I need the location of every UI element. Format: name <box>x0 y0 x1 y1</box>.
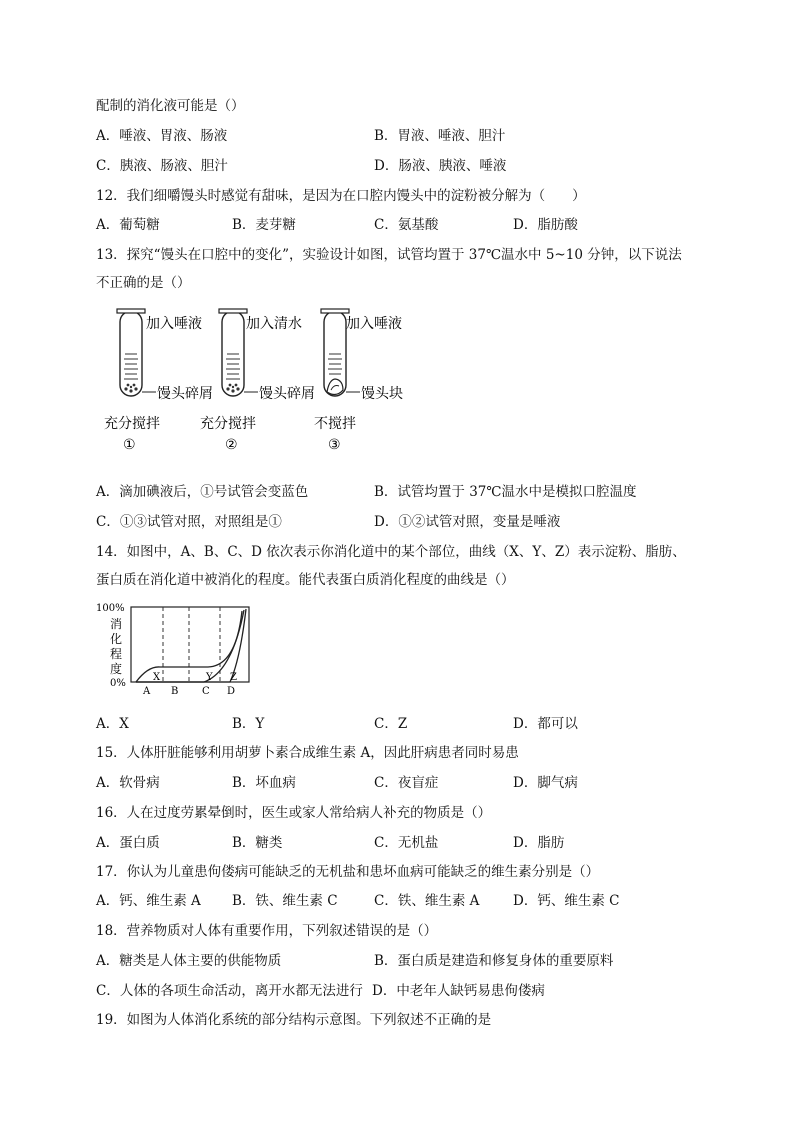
section-label-a: A <box>143 686 151 697</box>
q14-stem-line2: 蛋白质在消化道中被消化的程度。能代表蛋白质消化程度的曲线是（） <box>96 572 515 588</box>
tube-2-number: ② <box>225 437 238 453</box>
q12-option-d: D．脂肪酸 <box>513 217 578 233</box>
section-label-b: B <box>171 686 179 697</box>
q18-option-b: B．蛋白质是建造和修复身体的重要原料 <box>374 953 614 969</box>
q13-option-b: B．试管均置于 37℃温水中是模拟口腔温度 <box>374 484 637 500</box>
q17-option-c: C．铁、维生素 A <box>374 893 480 909</box>
q14-option-a: A．X <box>96 716 129 732</box>
q18-option-a: A．糖类是人体主要的供能物质 <box>96 953 282 969</box>
q18-option-d: D．中老年人缺钙易患佝偻病 <box>372 983 545 999</box>
section-label-d: D <box>227 686 236 697</box>
q13-stem-line1: 13．探究“馒头在口腔中的变化”，实验设计如图，试管均置于 37℃温水中 5~10 分钟，以下说法 <box>96 247 682 263</box>
q16-option-d: D．脂肪 <box>513 835 565 851</box>
q17-option-b: B．铁、维生素 C <box>232 893 338 909</box>
q13-option-d: D．①②试管对照，变量是唾液 <box>374 514 561 530</box>
tube-3-number: ③ <box>328 437 341 453</box>
digestion-curve-figure <box>96 600 256 698</box>
tube-3-stir-label: 不搅拌 <box>314 416 356 432</box>
q14-option-b: B．Y <box>232 716 265 732</box>
q16-option-c: C．无机盐 <box>374 835 439 851</box>
q12-option-a: A．葡萄糖 <box>96 217 160 233</box>
tube-1-top-label: 加入唾液 <box>146 316 202 332</box>
tube-3-top-label: 加入唾液 <box>346 316 402 332</box>
q18-option-c: C．人体的各项生命活动，离开水都无法进行 <box>96 983 363 999</box>
q15-option-a: A．软骨病 <box>96 775 160 791</box>
tube-1-stir-label: 充分搅拌 <box>104 416 160 432</box>
q17-option-d: D．钙、维生素 C <box>513 893 620 909</box>
q12-option-b: B．麦芽糖 <box>232 217 296 233</box>
y-axis-char-4: 度 <box>110 662 123 676</box>
tube-2-side-label: 馒头碎屑 <box>259 386 315 402</box>
tube-2-top-label: 加入清水 <box>246 316 302 332</box>
q14-stem-line1: 14．如图中，A、B、C、D 依次表示你消化道中的某个部位，曲线（X、Y、Z）表示淀粉、脂肪、 <box>96 544 686 560</box>
q12-stem: 12．我们细嚼馒头时感觉有甜味，是因为在口腔内馒头中的淀粉被分解为（ ） <box>96 188 586 204</box>
plot-frame <box>131 607 249 682</box>
y-axis-bottom-label: 0% <box>110 678 126 689</box>
q11-option-c: C．胰液、肠液、胆汁 <box>96 158 228 174</box>
section-label-c: C <box>202 686 210 697</box>
q15-option-d: D．脚气病 <box>513 775 578 791</box>
q12-option-c: C．氨基酸 <box>374 217 439 233</box>
q16-option-b: B．糖类 <box>232 835 283 851</box>
tube-3-side-label: 馒头块 <box>361 386 403 402</box>
q15-stem: 15．人体肝脏能够利用胡萝卜素合成维生素 A，因此肝病患者同时易患 <box>96 745 519 761</box>
tube-2-stir-label: 充分搅拌 <box>200 416 256 432</box>
curve-label-y: Y <box>206 672 213 683</box>
q17-stem: 17．你认为儿童患佝偻病可能缺乏的无机盐和患坏血病可能缺乏的维生素分别是（） <box>96 864 600 880</box>
q11-option-a: A．唾液、胃液、肠液 <box>96 128 228 144</box>
q13-stem-line2: 不正确的是（） <box>96 275 191 291</box>
q13-option-c: C．①③试管对照，对照组是① <box>96 514 282 530</box>
q11-stem-tail: 配制的消化液可能是（） <box>96 98 245 114</box>
q11-option-d: D．肠液、胰液、唾液 <box>374 158 507 174</box>
y-axis-top-label: 100% <box>96 603 125 614</box>
q14-option-d: D．都可以 <box>513 716 578 732</box>
y-axis-char-2: 化 <box>110 632 123 646</box>
curve-label-z: Z <box>230 672 237 683</box>
q16-stem: 16．人在过度劳累晕倒时，医生或家人常给病人补充的物质是（） <box>96 805 492 821</box>
q15-option-c: C．夜盲症 <box>374 775 439 791</box>
q11-option-b: B．胃液、唾液、胆汁 <box>374 128 506 144</box>
tube-1-side-label: 馒头碎屑 <box>157 386 213 402</box>
test-tube-figure <box>100 306 430 456</box>
q14-option-c: C．Z <box>374 716 408 732</box>
q17-option-a: A．钙、维生素 A <box>96 893 201 909</box>
q19-stem: 19．如图为人体消化系统的部分结构示意图。下列叙述不正确的是 <box>96 1012 492 1028</box>
y-axis-char-3: 程 <box>110 647 123 661</box>
q18-stem: 18．营养物质对人体有重要作用，下列叙述错误的是（） <box>96 923 438 939</box>
tube-1-number: ① <box>123 437 136 453</box>
curve-label-x: X <box>153 672 161 683</box>
q16-option-a: A．蛋白质 <box>96 835 160 851</box>
q15-option-b: B．坏血病 <box>232 775 296 791</box>
y-axis-char-1: 消 <box>110 617 123 631</box>
q13-option-a: A．滴加碘液后，①号试管会变蓝色 <box>96 484 309 500</box>
